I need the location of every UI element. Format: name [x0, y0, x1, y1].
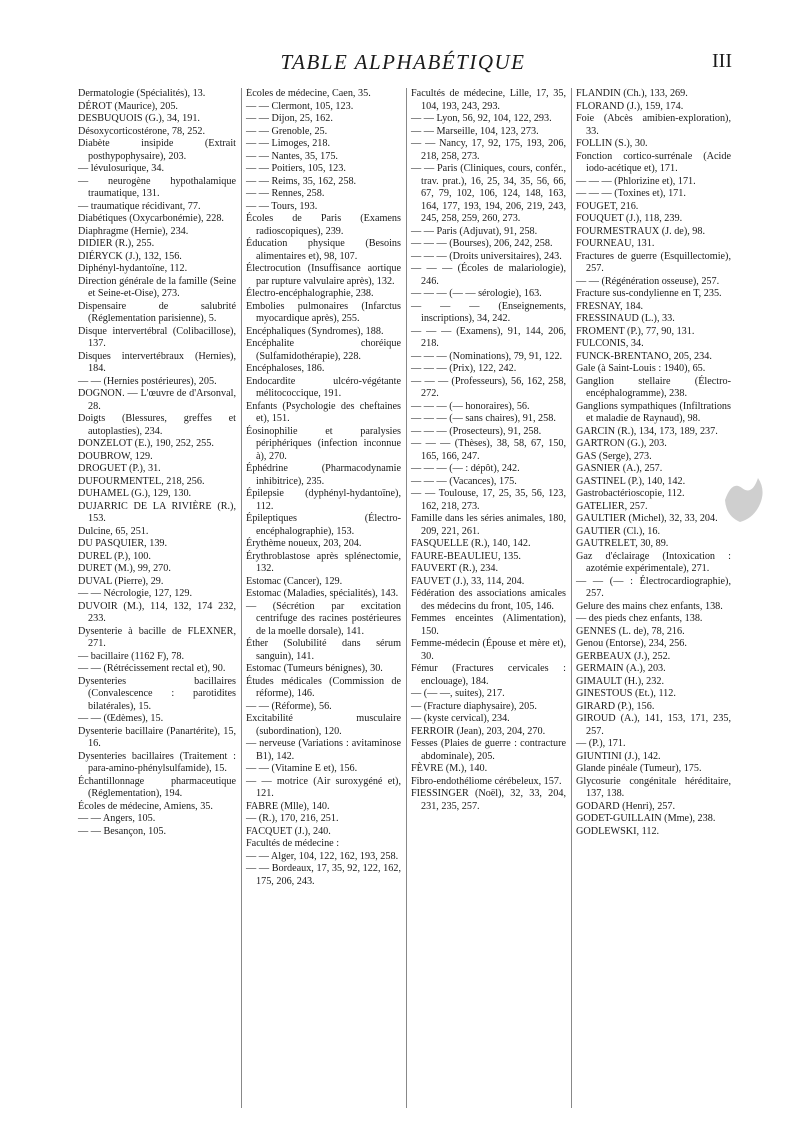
- index-entry: GARTRON (G.), 203.: [576, 438, 667, 449]
- index-entry: Études médicales (Commission de réforme), 146.: [246, 675, 401, 699]
- index-entry: — lévulosurique, 34.: [78, 163, 165, 174]
- index-entry: — — Grenoble, 25.: [246, 125, 328, 137]
- index-entry: GIUNTINI (J.), 142.: [576, 750, 661, 762]
- index-entry: GIRARD (P.), 156.: [576, 700, 655, 712]
- index-entry: — bacillaire (1162 F), 78.: [78, 650, 184, 662]
- index-entry: GODET-GUILLAIN (Mme), 238.: [576, 813, 716, 824]
- index-entry: — — Dijon, 25, 162.: [246, 113, 333, 124]
- index-entry: Encéphalite choréique (Sulfamidothérapie), 228.: [246, 338, 401, 362]
- index-entry: GATELIER, 257.: [576, 500, 648, 512]
- index-entry: Fibro-endothéliome cérébeleux, 157.: [411, 775, 562, 787]
- index-entry: Estomac (Maladies, spécialités), 143.: [246, 588, 399, 599]
- index-entry: FASQUELLE (R.), 140, 142.: [411, 538, 531, 549]
- index-entry: DUFOURMENTEL, 218, 256.: [78, 475, 205, 487]
- index-entry: FAURE-BEAULIEU, 135.: [411, 550, 521, 562]
- index-entry: — — (Vitamine E et), 156.: [246, 763, 358, 774]
- index-entry: Dysenterie à bacille de FLEXNER, 271.: [78, 625, 236, 649]
- index-entry: Désoxycorticostérone, 78, 252.: [78, 125, 206, 137]
- index-entry: Femmes enceintes (Alimentation), 150.: [411, 613, 566, 637]
- index-column-1: [76, 88, 238, 1108]
- index-entry: — — — (Phlorizine et), 171.: [576, 175, 696, 187]
- index-entry: — — Toulouse, 17, 25, 35, 56, 123, 162, 218, 273.: [411, 488, 566, 512]
- index-entry: — — Tours, 193.: [246, 200, 318, 212]
- index-entry: — — — (Thèses), 38, 58, 67, 150, 165, 166, 247.: [411, 438, 566, 462]
- index-entry: — — — (Nominations), 79, 91, 122.: [411, 350, 563, 362]
- index-entry: DUJARRIC DE LA RIVIÈRE (R.), 153.: [78, 500, 236, 524]
- index-entry: DOGNON. — L'œuvre de d'Arsonval, 28.: [78, 388, 236, 412]
- index-entry: FOUGET, 216.: [576, 200, 639, 212]
- index-entry: Éducation physique (Besoins alimentaires et), 98, 107.: [246, 238, 401, 262]
- index-entry: — — Nancy, 17, 92, 175, 193, 206, 218, 258, 273.: [411, 138, 566, 162]
- index-entry: Encéphaliques (Syndromes), 188.: [246, 325, 384, 337]
- index-entry: — — (Œdèmes), 15.: [78, 713, 164, 724]
- index-entry: FACQUET (J.), 240.: [246, 825, 331, 837]
- page-header: [78, 50, 732, 84]
- index-entry: Diaphragme (Hernie), 234.: [78, 225, 189, 237]
- index-entry: FAUVET (J.), 33, 114, 204.: [411, 575, 525, 587]
- index-entry: Enfants (Psychologie des cheftaines et), 151.: [246, 400, 401, 424]
- index-entry: Fracture sus-condylienne en T, 235.: [576, 288, 722, 299]
- index-entry: Fractures de guerre (Esquillectomie), 257.: [576, 250, 731, 274]
- index-entry: Dysenterie bacillaire (Panartérite), 15, 16.: [78, 725, 236, 749]
- index-entry: Fémur (Fractures cervicales : enclouage), 184.: [411, 663, 566, 687]
- index-entry: Ganglion stellaire (Électro-encéphalogramme), 238.: [576, 375, 731, 399]
- index-entry: — — — (Toxines et), 171.: [576, 188, 686, 199]
- index-entry: Doigts (Blessures, greffes et autoplasties), 234.: [78, 413, 236, 437]
- index-entry: — nerveuse (Variations : avitaminose B1), 142.: [246, 738, 401, 762]
- index-entry: Ganglions sympathiques (Infiltrations et maladie de Raynaud), 98.: [576, 400, 731, 424]
- index-entry: — — Rennes, 258.: [246, 188, 325, 199]
- index-entry: Écoles de médecine, Amiens, 35.: [78, 800, 213, 812]
- index-entry: Éosinophilie et paralysies périphériques (infection inconnue à), 270.: [246, 425, 401, 462]
- index-entry: Dermatologie (Spécialités), 13.: [78, 88, 206, 99]
- index-entry: FOURNEAU, 131.: [576, 238, 655, 249]
- index-column-4: [571, 88, 733, 1108]
- index-entry: GARCIN (R.), 134, 173, 189, 237.: [576, 425, 718, 437]
- index-entry: Disques intervertébraux (Hernies), 184.: [78, 350, 236, 374]
- index-column-3: [406, 88, 568, 1108]
- index-entry: — (— —, suites), 217.: [411, 688, 505, 699]
- index-entry: DIDIER (R.), 255.: [78, 238, 155, 249]
- index-entry: — — Angers, 105.: [78, 813, 156, 824]
- index-entry: DU PASQUIER, 139.: [78, 538, 168, 549]
- index-entry: Embolies pulmonaires (Infarctus myocardique après), 255.: [246, 300, 401, 324]
- index-entry: DURET (M.), 99, 270.: [78, 563, 171, 574]
- ink-smudge-mark: [720, 470, 770, 530]
- index-entry: Électrocution (Insuffisance aortique par rupture valvulaire après), 132.: [246, 263, 401, 287]
- index-entry: — — — (— : dépôt), 242.: [411, 463, 520, 474]
- index-entry: — — — (— honoraires), 56.: [411, 400, 530, 412]
- index-entry: Gastrobactérioscopie, 112.: [576, 488, 685, 499]
- index-entry: — — — (Professeurs), 56, 162, 258, 272.: [411, 375, 566, 399]
- index-entry: — (P.), 171.: [576, 738, 626, 749]
- index-entry: — — — (Examens), 91, 144, 206, 218.: [411, 325, 566, 349]
- index-entry: — — Paris (Adjuvat), 91, 258.: [411, 225, 538, 237]
- index-entry: Épilepsie (dyphényl-hydantoïne), 112.: [246, 488, 401, 512]
- index-entry: — — — (Prosecteurs), 91, 258.: [411, 425, 542, 437]
- index-entry: — neurogène hypothalamique traumatique, 131.: [78, 175, 236, 199]
- index-entry: FOLLIN (S.), 30.: [576, 138, 648, 149]
- index-entry: DESBUQUOIS (G.), 34, 191.: [78, 113, 200, 124]
- index-entry: GIROUD (A.), 141, 153, 171, 235, 257.: [576, 713, 731, 737]
- index-entry: — — — (Droits universitaires), 243.: [411, 250, 562, 262]
- index-entry: GENNES (L. de), 78, 216.: [576, 625, 685, 637]
- index-entry: — (kyste cervical), 234.: [411, 713, 510, 724]
- index-entry: — — — (Enseignements, inscriptions), 34, 242.: [411, 300, 566, 324]
- index-columns: [76, 88, 736, 1108]
- index-entry: Diphényl-hydantoïne, 112.: [78, 263, 188, 274]
- index-entry: Écoles de Paris (Examens radioscopiques), 239.: [246, 213, 401, 237]
- index-entry: — (Fracture diaphysaire), 205.: [411, 700, 537, 712]
- index-entry: DROGUET (P.), 31.: [78, 463, 161, 474]
- index-entry: Diabète insipide (Extrait posthypophysaire), 203.: [78, 138, 236, 162]
- index-entry: — — Nécrologie, 127, 129.: [78, 588, 193, 599]
- index-entry: DUHAMEL (G.), 129, 130.: [78, 488, 192, 499]
- index-entry: — — Nantes, 35, 175.: [246, 150, 338, 162]
- index-entry: — — Clermont, 105, 123.: [246, 100, 354, 112]
- index-entry: Direction générale de la famille (Seine et Seine-et-Oise), 273.: [78, 275, 236, 299]
- index-entry: — — Bordeaux, 17, 35, 92, 122, 162, 175, 206, 243.: [246, 863, 401, 887]
- index-entry: — — — (Prix), 122, 242.: [411, 363, 517, 374]
- index-entry: Femme-médecin (Épouse et mère et), 30.: [411, 638, 566, 662]
- index-entry: GASTINEL (P.), 140, 142.: [576, 475, 686, 487]
- index-entry: — — (Rétrécissement rectal et), 90.: [78, 663, 226, 674]
- index-entry: — — (Hernies postérieures), 205.: [78, 375, 217, 387]
- index-entry: DONZELOT (E.), 190, 252, 255.: [78, 438, 214, 449]
- index-entry: — — Besançon, 105.: [78, 825, 166, 837]
- index-entry: Écoles de médecine, Caen, 35.: [246, 88, 371, 99]
- index-entry: GASNIER (A.), 257.: [576, 463, 663, 474]
- index-entry: Dysenteries bacillaires (Convalescence : parotidites bilatérales), 15.: [78, 675, 236, 712]
- index-entry: GINESTOUS (Et.), 112.: [576, 688, 676, 699]
- index-entry: Glande pinéale (Tumeur), 175.: [576, 763, 702, 774]
- index-entry: DIÉRYCK (J.), 132, 156.: [78, 250, 182, 262]
- index-entry: Érythème noueux, 203, 204.: [246, 538, 362, 549]
- index-entry: — — (Réforme), 56.: [246, 700, 332, 712]
- index-entry: Fesses (Plaies de guerre : contracture abdominale), 205.: [411, 738, 566, 762]
- index-entry: Excitabilité musculaire (subordination), 120.: [246, 713, 401, 737]
- index-entry: — — Reims, 35, 162, 258.: [246, 175, 357, 187]
- index-entry: Dispensaire de salubrité (Réglementation parisienne), 5.: [78, 300, 236, 324]
- index-entry: — — (Régénération osseuse), 257.: [576, 275, 720, 287]
- index-entry: Échantillonnage pharmaceutique (Réglementation), 194.: [78, 775, 236, 799]
- index-entry: FRESNAY, 184.: [576, 300, 644, 312]
- index-entry: — — Paris (Cliniques, cours, confér., trav. prat.), 16, 25, 34, 35, 56, 66, 67, 79, 102, 106, 124, 148, 163, 164, 177, 193, 194, 206, 219, 243, 245, 258, 259, 260, 273.: [411, 163, 566, 224]
- index-entry: — — Limoges, 218.: [246, 138, 331, 149]
- index-entry: GIMAULT (H.), 232.: [576, 675, 665, 687]
- index-entry: FOURMESTRAUX (J. de), 98.: [576, 225, 706, 237]
- index-entry: Dulcine, 65, 251.: [78, 525, 149, 537]
- index-entry: — des pieds chez enfants, 138.: [576, 613, 703, 624]
- index-entry: GODARD (Henri), 257.: [576, 800, 676, 812]
- index-entry: DUVOIR (M.), 114, 132, 174 232, 233.: [78, 600, 236, 624]
- index-entry: Foie (Abcès amibien-exploration), 33.: [576, 113, 731, 137]
- index-entry: Gaz d'éclairage (Intoxication : azotémie expérimentale), 271.: [576, 550, 731, 574]
- index-entry: DÉROT (Maurice), 205.: [78, 100, 178, 112]
- index-entry: FRESSINAUD (L.), 33.: [576, 313, 675, 324]
- index-entry: GAULTIER (Michel), 32, 33, 204.: [576, 513, 718, 524]
- index-entry: FLORAND (J.), 159, 174.: [576, 100, 684, 112]
- index-entry: FLANDIN (Ch.), 133, 269.: [576, 88, 688, 99]
- index-entry: Gelure des mains chez enfants, 138.: [576, 600, 723, 612]
- index-entry: — — (— : Électrocardiographie), 257.: [576, 575, 731, 599]
- index-entry: — — — (— — sérologie), 163.: [411, 288, 542, 299]
- index-entry: Gale (à Saint-Louis : 1940), 65.: [576, 363, 706, 374]
- index-entry: GAUTIER (Cl.), 16.: [576, 525, 661, 537]
- index-entry: FERROIR (Jean), 203, 204, 270.: [411, 725, 546, 737]
- index-entry: Facultés de médecine :: [246, 838, 340, 849]
- index-entry: Électro-encéphalographie, 238.: [246, 288, 374, 299]
- index-entry: Disque intervertébral (Colibacillose), 137.: [78, 325, 236, 349]
- index-entry: GERBEAUX (J.), 252.: [576, 650, 671, 662]
- index-entry: Glycosurie congénitale héréditaire, 137, 138.: [576, 775, 731, 799]
- index-entry: Éther (Solubilité dans sérum sanguin), 141.: [246, 638, 401, 662]
- index-entry: Fonction cortico-surrénale (Acide iodo-acétique et), 171.: [576, 150, 731, 174]
- index-entry: Estomac (Tumeurs bénignes), 30.: [246, 663, 383, 674]
- index-entry: FROMENT (P.), 77, 90, 131.: [576, 325, 695, 337]
- index-entry: Dysenteries bacillaires (Traitement : para-amino-phénylsulfamide), 15.: [78, 750, 236, 774]
- index-entry: — — — (Écoles de malariologie), 246.: [411, 263, 566, 287]
- index-entry: Érythroblastose après splénectomie, 132.: [246, 550, 401, 574]
- index-entry: — traumatique récidivant, 77.: [78, 200, 201, 212]
- index-entry: FABRE (Mlle), 140.: [246, 800, 330, 812]
- index-entry: FULCONIS, 34.: [576, 338, 644, 349]
- index-entry: GERMAIN (A.), 203.: [576, 663, 666, 674]
- index-entry: FIESSINGER (Noël), 32, 33, 204, 231, 235, 257.: [411, 788, 566, 812]
- index-entry: FUNCK-BRENTANO, 205, 234.: [576, 350, 712, 362]
- index-entry: Famille dans les séries animales, 180, 209, 221, 261.: [411, 513, 566, 537]
- index-entry: — — — (Vacances), 175.: [411, 475, 517, 487]
- index-entry: Estomac (Cancer), 129.: [246, 575, 343, 587]
- index-entry: GAS (Serge), 273.: [576, 450, 652, 462]
- index-column-2: [241, 88, 403, 1108]
- index-entry: Endocardite ulcéro-végétante mélitococcique, 191.: [246, 375, 401, 399]
- index-entry: — — Marseille, 104, 123, 273.: [411, 125, 539, 137]
- index-entry: FAUVERT (R.), 234.: [411, 563, 499, 574]
- index-entry: DOUBROW, 129.: [78, 450, 153, 462]
- index-entry: GODLEWSKI, 112.: [576, 825, 660, 837]
- index-entry: Épileptiques (Électro-encéphalographie), 153.: [246, 513, 401, 537]
- index-entry: Genou (Entorse), 234, 256.: [576, 638, 687, 649]
- index-entry: — — Alger, 104, 122, 162, 193, 258.: [246, 850, 399, 862]
- index-entry: — (R.), 170, 216, 251.: [246, 813, 339, 824]
- index-entry: Éphédrine (Pharmacodynamie inhibitrice), 235.: [246, 463, 401, 487]
- index-entry: GAUTRELET, 30, 89.: [576, 538, 669, 549]
- index-entry: FÈVRE (M.), 140.: [411, 763, 488, 774]
- index-entry: Fédération des associations amicales des médecins du front, 105, 146.: [411, 588, 566, 612]
- index-entry: — (Sécrétion par excitation centrifuge des racines postérieures de la moelle dorsale), 141.: [246, 600, 401, 637]
- index-entry: DUVAL (Pierre), 29.: [78, 575, 164, 587]
- index-entry: Diabétiques (Oxycarbonémie), 228.: [78, 213, 224, 224]
- index-entry: — — — (Bourses), 206, 242, 258.: [411, 238, 553, 249]
- index-entry: — — Lyon, 56, 92, 104, 122, 293.: [411, 113, 552, 124]
- index-entry: — — — (— sans chaires), 91, 258.: [411, 413, 556, 424]
- index-entry: Facultés de médecine, Lille, 17, 35, 104, 193, 243, 293.: [411, 88, 566, 112]
- page-title: TABLE ALPHABÉTIQUE: [280, 50, 526, 74]
- index-entry: FOUQUET (J.), 118, 239.: [576, 213, 683, 224]
- page-number: III: [712, 50, 732, 72]
- index-entry: DUREL (P.), 100.: [78, 550, 151, 562]
- index-entry: — — Poitiers, 105, 123.: [246, 163, 346, 174]
- index-entry: — — motrice (Air suroxygéné et), 121.: [246, 775, 401, 799]
- index-entry: Encéphaloses, 186.: [246, 363, 325, 374]
